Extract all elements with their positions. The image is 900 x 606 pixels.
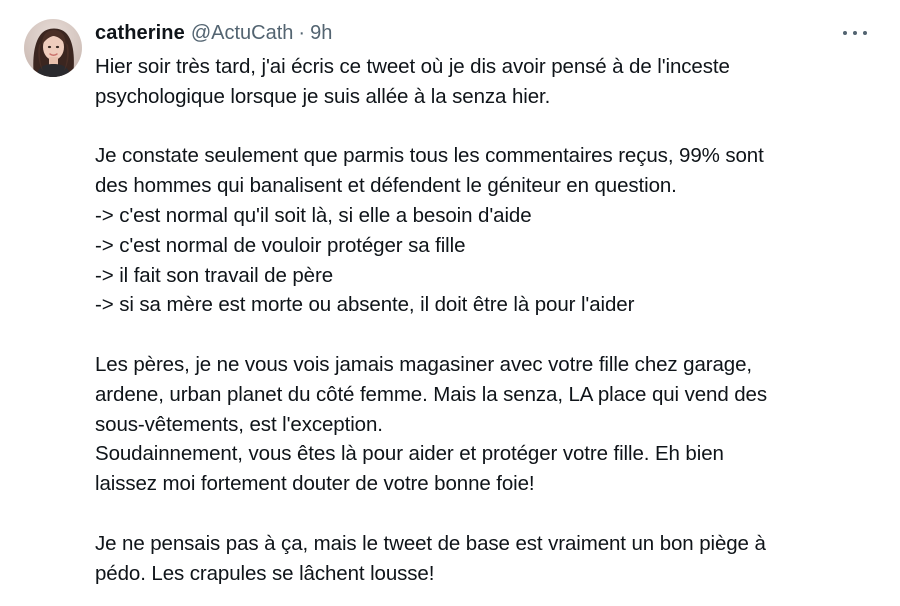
user-handle[interactable]: @ActuCath (190, 22, 294, 44)
display-name[interactable]: catherine (95, 22, 185, 44)
tweet-line: Je ne pensais pas à ça, mais le tweet de base est vraiment un bon piège à (95, 531, 766, 555)
separator-dot: · (298, 22, 306, 44)
more-dot (863, 31, 867, 35)
tweet-header (95, 20, 860, 46)
avatar[interactable] (24, 19, 82, 77)
tweet-line: sous-vêtements, est l'exception. (95, 412, 383, 436)
tweet-line: -> c'est normal de vouloir protéger sa fille (95, 233, 466, 257)
tweet-line: psychologique lorsque je suis allée à la senza hier. (95, 84, 551, 108)
more-dot (853, 31, 857, 35)
tweet-line: des hommes qui banalisent et défendent le géniteur en question. (95, 174, 677, 198)
tweet-line: Hier soir très tard, j'ai écris ce tweet où je dis avoir pensé à de l'inceste (95, 55, 730, 78)
paragraph-gap (95, 320, 875, 350)
tweet-line: Soudainnement, vous êtes là pour aider et protéger votre fille. Eh bien (95, 442, 724, 466)
tweet-line: ardene, urban planet du côté femme. Mais la senza, LA place qui vend des (95, 382, 768, 406)
more-dot (843, 31, 847, 35)
paragraph-gap (95, 499, 875, 529)
tweet-line: Les pères, je ne vous vois jamais magasiner avec votre fille chez garage, (95, 352, 753, 376)
tweet-line: -> il fait son travail de père (95, 263, 333, 287)
paragraph-gap (95, 112, 875, 142)
tweet-line: laissez moi fortement douter de votre bonne foie! (95, 472, 535, 496)
tweet-line: -> c'est normal qu'il soit là, si elle a besoin d'aide (95, 203, 532, 227)
tweet-text (95, 52, 875, 588)
tweet-line: -> si sa mère est morte ou absente, il doit être là pour l'aider (95, 293, 635, 317)
more-horizontal-icon[interactable] (843, 24, 867, 42)
avatar-photo (24, 19, 82, 77)
timestamp[interactable]: 9h (310, 22, 333, 44)
tweet-line: pédo. Les crapules se lâchent lousse! (95, 561, 435, 585)
tweet-line: Je constate seulement que parmis tous les commentaires reçus, 99% sont (95, 144, 764, 168)
